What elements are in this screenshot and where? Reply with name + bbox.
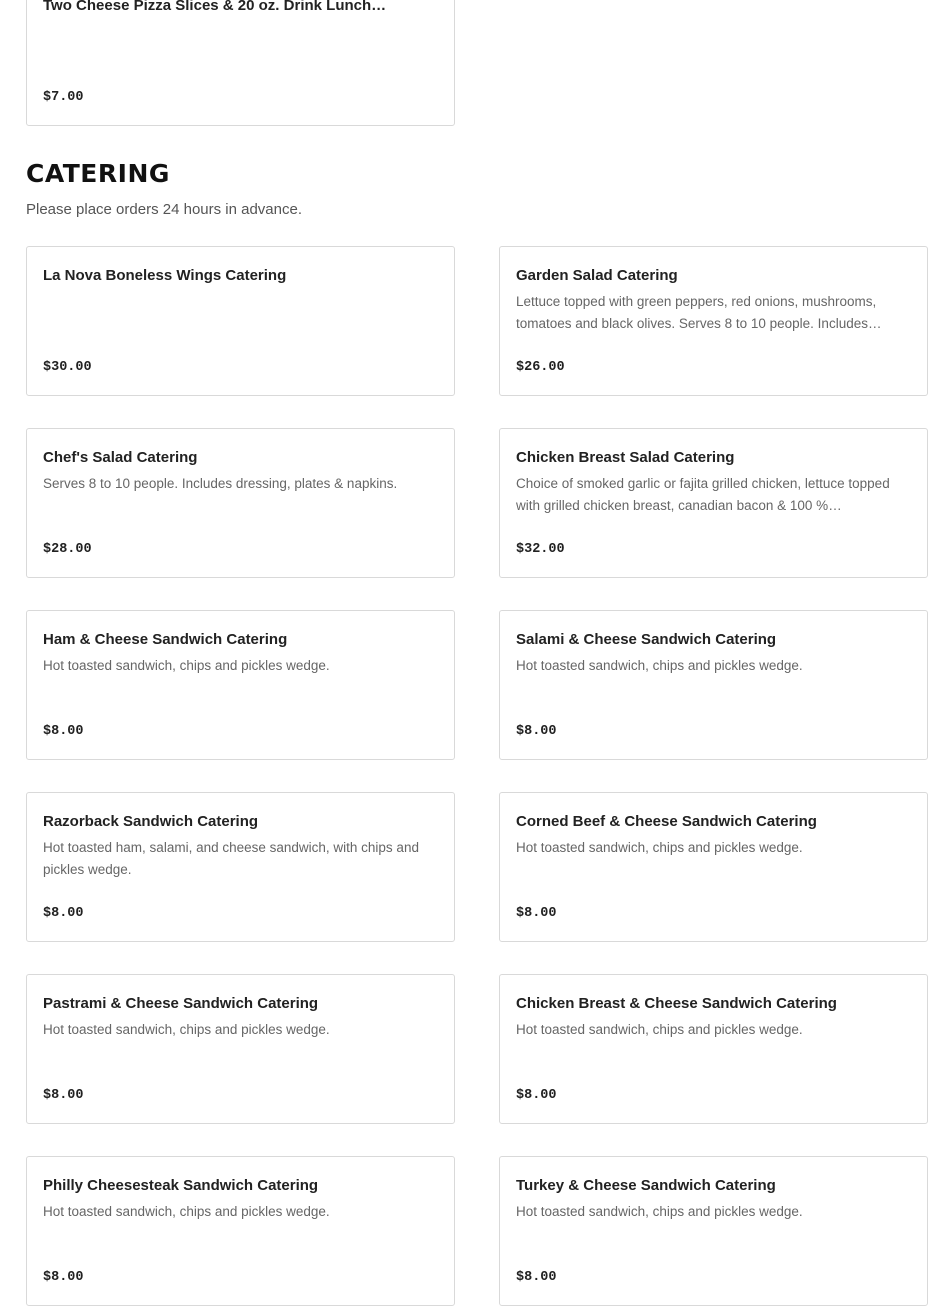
- menu-item-description: Hot toasted sandwich, chips and pickles wedge.: [43, 1022, 330, 1037]
- menu-item-description: Hot toasted ham, salami, and cheese sandwich, with chips and pickles wedge.: [43, 840, 419, 877]
- menu-item-name: Razorback Sandwich Catering: [43, 813, 259, 830]
- menu-item-description: Hot toasted sandwich, chips and pickles wedge.: [516, 840, 803, 855]
- menu-item-price: $8.00: [516, 1088, 557, 1103]
- menu-item-card[interactable]: [26, 428, 455, 578]
- menu-item-price: $30.00: [43, 360, 92, 375]
- menu-item-price: $8.00: [43, 724, 84, 739]
- menu-item-card[interactable]: [499, 1156, 928, 1306]
- menu-item-name: Salami & Cheese Sandwich Catering: [516, 631, 777, 648]
- menu-item-price: $8.00: [516, 724, 557, 739]
- menu-item-name: Corned Beef & Cheese Sandwich Catering: [516, 813, 817, 830]
- menu-item-price: $8.00: [516, 906, 557, 921]
- menu-item-description: Hot toasted sandwich, chips and pickles wedge.: [516, 658, 803, 673]
- menu-item-card[interactable]: [26, 610, 455, 760]
- menu-item-price: $28.00: [43, 542, 92, 557]
- menu-item-name: Chicken Breast Salad Catering: [516, 449, 735, 466]
- menu-item-name: La Nova Boneless Wings Catering: [43, 267, 287, 284]
- menu-item-card[interactable]: [26, 0, 455, 126]
- menu-item-price: $32.00: [516, 542, 565, 557]
- menu-item-name: Garden Salad Catering: [516, 267, 678, 284]
- menu-item-price: $8.00: [43, 1270, 84, 1285]
- menu-item-card[interactable]: [499, 610, 928, 760]
- menu-item-description: Hot toasted sandwich, chips and pickles wedge.: [516, 1022, 803, 1037]
- menu-item-card[interactable]: [499, 974, 928, 1124]
- menu-item-description: Serves 8 to 10 people. Includes dressing, plates & napkins.: [43, 476, 398, 491]
- menu-item-name: Chef's Salad Catering: [43, 449, 198, 466]
- menu-item-name: Philly Cheesesteak Sandwich Catering: [43, 1177, 319, 1194]
- menu-item-name: Chicken Breast & Cheese Sandwich Catering: [516, 995, 837, 1012]
- menu-item-name: Two Cheese Pizza Slices & 20 oz. Drink Lunch…: [43, 0, 387, 14]
- menu-item-card[interactable]: [26, 792, 455, 942]
- menu-item-price: $8.00: [43, 906, 84, 921]
- menu-item-price: $7.00: [43, 90, 84, 105]
- menu-item-description: Choice of smoked garlic or fajita grilled chicken, lettuce topped with grilled chicken breast, canadian bacon & 100 %…: [516, 476, 890, 513]
- menu-item-price: $8.00: [516, 1270, 557, 1285]
- menu-item-name: Turkey & Cheese Sandwich Catering: [516, 1177, 776, 1194]
- section-subtitle: Please place orders 24 hours in advance.: [26, 201, 303, 218]
- menu-item-price: $8.00: [43, 1088, 84, 1103]
- menu-item-card[interactable]: [499, 428, 928, 578]
- menu-item-description: Hot toasted sandwich, chips and pickles wedge.: [516, 1204, 803, 1219]
- menu-item-description: Lettuce topped with green peppers, red onions, mushrooms, tomatoes and black olives. Serves 8 to 10 people. Includes…: [516, 294, 882, 331]
- menu-item-card[interactable]: [26, 1156, 455, 1306]
- menu-item-name: Pastrami & Cheese Sandwich Catering: [43, 995, 319, 1012]
- section-title: CATERING: [26, 159, 170, 188]
- menu-item-description: Hot toasted sandwich, chips and pickles wedge.: [43, 658, 330, 673]
- menu-item-card[interactable]: [499, 792, 928, 942]
- menu-item-name: Ham & Cheese Sandwich Catering: [43, 631, 288, 648]
- menu-item-description: Hot toasted sandwich, chips and pickles wedge.: [43, 1204, 330, 1219]
- menu-item-price: $26.00: [516, 360, 565, 375]
- menu-item-card[interactable]: [499, 246, 928, 396]
- menu-item-card[interactable]: [26, 246, 455, 396]
- menu-item-card[interactable]: [26, 974, 455, 1124]
